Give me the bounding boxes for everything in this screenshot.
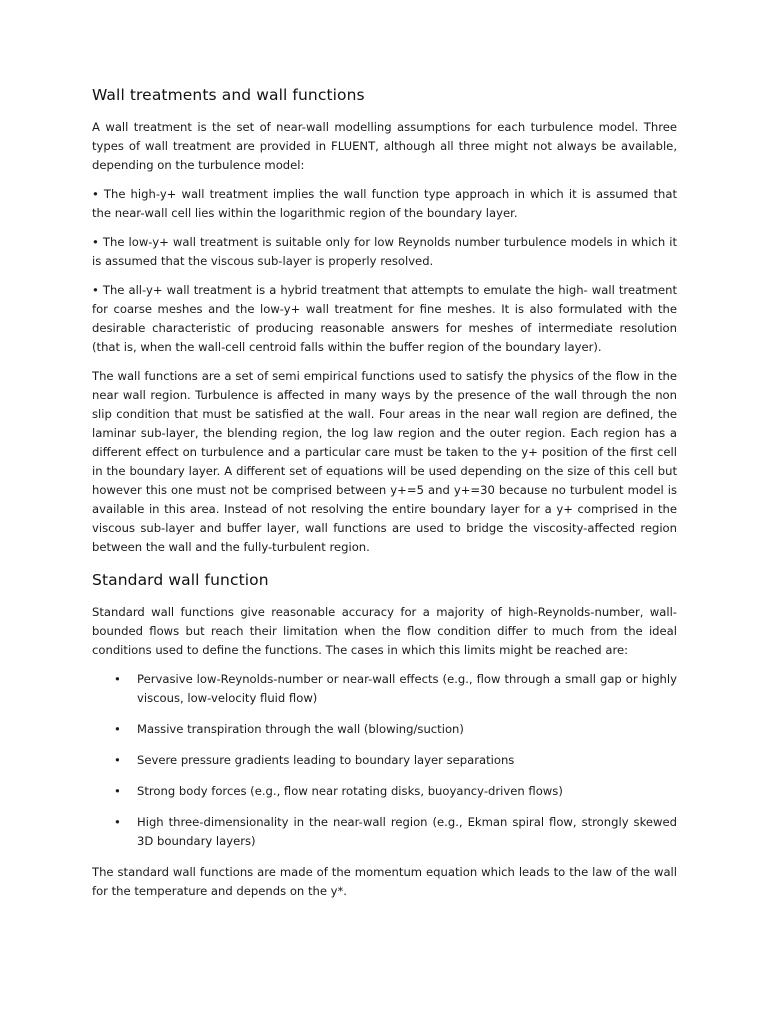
section-heading-standard-wall-function: Standard wall function	[92, 571, 269, 589]
wall-functions-paragraph: The wall functions are a set of semi empirical functions used to satisfy the physics of the flow in the near wall region. Turbulence is affected in many ways by the presence of the wall through the non slip condition that must be satisfied at the wall. Four areas in the near wall region are defined, the laminar sub-layer, the blending region, the log law region and the outer region. Each region has a different effect on turbulence and a particular care must be taken to the y+ position of the first cell in the boundary layer. A different set of equations will be used depending on the size of this cell but however this one must not be comprised between y+=5 and y+=30 because no turbulent model is available in this area. Instead of not resolving the entire boundary layer for a y+ comprised in the viscous sub-layer and buffer layer, wall functions are used to bridge the viscosity-affected region between the wall and the fully-turbulent region.	[92, 369, 677, 554]
document-page	[92, 86, 677, 911]
bullet-icon: •	[114, 672, 121, 686]
list-item	[92, 720, 677, 739]
bullet-icon: •	[114, 784, 121, 798]
list-item-text: Severe pressure gradients leading to boundary layer separations	[137, 753, 515, 767]
bullet-icon: •	[114, 815, 121, 829]
intro-paragraph: A wall treatment is the set of near-wall modelling assumptions for each turbulence model. Three types of wall treatment are provided in FLUENT, although all three might not always be available, depending on the turbulence model:	[92, 120, 677, 172]
list-item	[92, 782, 677, 801]
list-item	[92, 670, 677, 708]
low-y-plus-paragraph: • The low-y+ wall treatment is suitable only for low Reynolds number turbulence models in which it is assumed that the viscous sub-layer is properly resolved.	[92, 235, 677, 268]
standard-wall-function-intro: Standard wall functions give reasonable accuracy for a majority of high-Reynolds-number, wall-bounded flows but reach their limitation when the flow condition differ to much from the ideal conditions used to define the functions. The cases in which this limits might be reached are:	[92, 605, 677, 657]
all-y-plus-paragraph: • The all-y+ wall treatment is a hybrid treatment that attempts to emulate the high- wall treatment for coarse meshes and the low-y+ wall treatment for fine meshes. It is also formulated with the desirable characteristic of producing reasonable answers for meshes of intermediate resolution (that is, when the wall-cell centroid falls within the buffer region of the boundary layer).	[92, 283, 677, 354]
list-item-text: Pervasive low-Reynolds-number or near-wall effects (e.g., flow through a small gap or highly viscous, low-velocity fluid flow)	[137, 672, 677, 705]
list-item	[92, 751, 677, 770]
bullet-icon: •	[114, 753, 121, 767]
list-item	[92, 813, 677, 851]
high-y-plus-paragraph: • The high-y+ wall treatment implies the wall function type approach in which it is assumed that the near-wall cell lies within the logarithmic region of the boundary layer.	[92, 187, 677, 220]
closing-paragraph: The standard wall functions are made of the momentum equation which leads to the law of the wall for the temperature and depends on the y*.	[92, 865, 677, 898]
page-title: Wall treatments and wall functions	[92, 86, 365, 104]
list-item-text: Strong body forces (e.g., flow near rotating disks, buoyancy-driven flows)	[137, 784, 563, 798]
bullet-icon: •	[114, 722, 121, 736]
list-item-text: Massive transpiration through the wall (blowing/suction)	[137, 722, 464, 736]
limitations-list	[92, 670, 677, 851]
list-item-text: High three-dimensionality in the near-wall region (e.g., Ekman spiral flow, strongly skewed 3D boundary layers)	[137, 815, 677, 848]
